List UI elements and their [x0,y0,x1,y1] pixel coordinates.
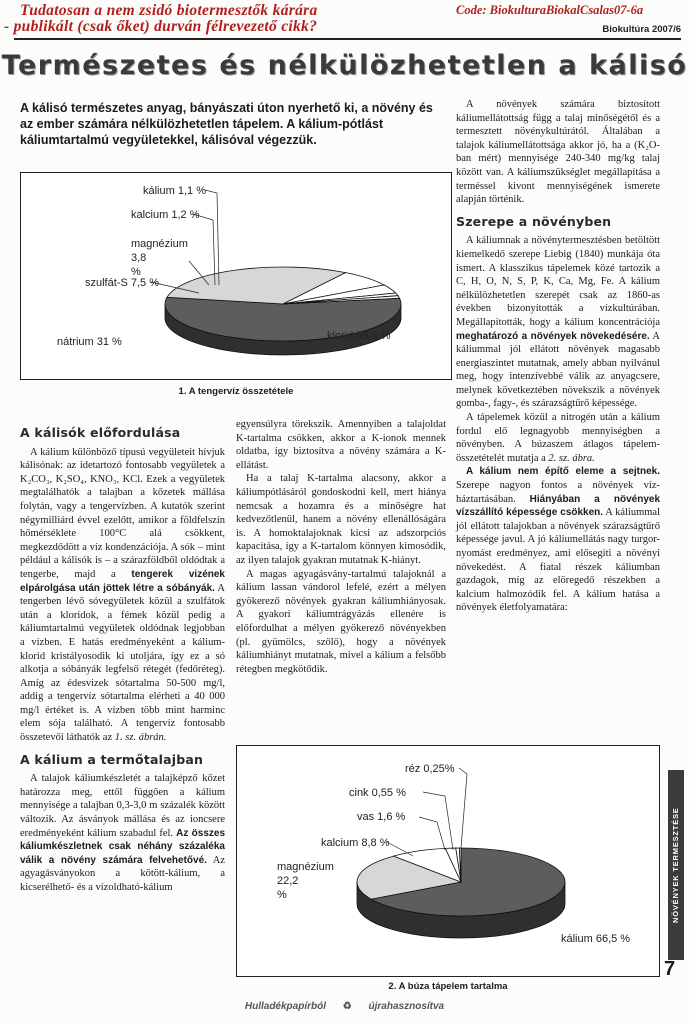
overlay-title-line2: - publikált (csak őket) durván félrevezető cikk? [4,18,318,35]
overlay-title-line1: Tudatosan a nem zsidó biotermesztők kárára [20,2,318,19]
paragraph-mid-3: A magas agyagásvány-tartalmú talajoknál a kálium lassan vándorol lefelé, ezért a mélyen gyökerező növények gyakran káliumhiányosak. A gyakori káliumtrágyázás ellenére is előfordulhat a mélyen gyökerező növényekben (pl. gyümölcs, szőlő), hogy a növények káliumhiányt mutatnak, mivel a kálium a felsőbb rétegben megkötődik. [236,568,446,675]
chart-wheat-svg [237,746,661,978]
paragraph-mid-1: egyensúlyra törekszik. Amennyiben a talajoldat K-tartalma csökken, akkor a K-ionok mennek oldatba, így biztosítva a növény számára a K-ellátást. [236,419,446,471]
issue-label: Biokultúra 2007/6 [602,24,681,35]
header-rule [14,38,681,40]
paragraph-left-2: A talajok káliumkészletét a talajképző kőzet határozza meg, ettől függően a kálium mennyisége a talajban 0,3-3,0 m százalék között változik. Az ásványok mállása és az ioncsere eredményeként kálium szabadul fel. Az összes káliumkészletnek csak néhány százaléka válik a növény számára felvehetővé. Az agyagásványokon a kötött-kálium, a kicserélhető- és a vízoldható-kálium [20,773,226,893]
paragraph-right-2: A káliumnak a növénytermesztésben betöltött kiemelkedő szerepe Liebig (1840) munkája óta ismert. A klasszikus tápelemek közé tartozik a C, H, O, N, S, P, K, Ca, Mg, Fe. A kálium nélkülözhetetlen szerepét csak az 1860-as években bizonyították a vízkultúrában. Megállapították, hogy a kálium koncentrációja meghatározó a növények növekedésére. A káliummal jól ellátott növények magasabb energiaszintet mutatnak, amely abban nyilvánul meg, hogy intenzívebbé válik az anyagcsere, melynek következtében növekszik a növények gomba-, fagy-, és szárazságtűrő képessége. [456,235,661,410]
article-lead: A kálisó természetes anyag, bányászati úton nyerhető ki, a növény és az ember számára nélkülözhetetlen tápelem. A kálium-pótlást káliumtartalmú vegyületekkel, kálisóval végezzük. [20,101,433,147]
pie-leader-5 [459,768,467,848]
pie-label-0: klorid 55,4 % [327,330,391,342]
chart-wheat-caption: 2. A búza tápelem tartalma [388,981,508,992]
pie-leader-5 [205,190,219,285]
paragraph-left-1: A kálium különböző típusú vegyületeit hívjuk kálisónak: az idetartozó fontosabb vegyületek a K₂CO₃, K₂SO₄, KNO₃, KCl. Ezek a vegyületek megtalálhatók a talajban a kőzetek mállása folytán, vagy a tengervízben. A kutatók szerint négymilliárd évvel ezelőtt, amikor a földfelszín hőmérséklete 100°C alá csökkent, megkezdődött a víz kondenzációja. A sók – mint például a kálisók is – a szárazföldből oldódtak a tengerbe, majd a tengerek vizének elpárolgása után jöttek létre a sóbányák. A tengerben lévő sóvegyületek közül a szulfátok után a kloridok, a fémek közül pedig a káliumtartalmú vegyületek oldódnak legjobban a vízben. E hatás eredményeként a kálium-klorid kristályosodik ki utoljára, így ez a só alkotja a sóbányák legfelső rétegét (fedőréteg). Amíg az édesvizek sótartalma 50-500 mg/l, addig a tengervíz sótartalma elérheti a 40 000 mg/l értéket is. A vízben több mint harminc elem sója található. A tengervíz fontosabb összetevői láthatók az 1. sz. ábrán. [20,446,225,744]
heading-role-in-plant: Szerepe a növényben [456,213,612,229]
column-right [456,98,660,615]
pie-label-3: vas 1,6 % [357,811,406,823]
footer [0,1001,689,1012]
section-label: NÖVÉNYEK TERMESZTÉSE [671,807,680,923]
paragraph-right-4: A kálium nem építő eleme a sejtnek. Szerepe nagyon fontos a növények víz-háztartásában. Hiányában a növények vízszállító képessége csökken. A káliummal jól ellátott talajokban a növények szárazságtűrő képessége javul. A jó káliumellátás nagy turgor-nyomást eredményez, ami elősegíti a növényi növekedést. A fiatal részek káliumban gazdagok, míg az elöregedő részekben a kalcium halmozódik fel. A kálium hatása a növények életfolyamatára: [456,466,660,614]
pie-label-3: magnézium [131,238,188,250]
chart-seawater [20,172,452,380]
footer-left: Hulladékpapírból [244,1001,326,1012]
pie-label-1: 22,2 [277,875,299,887]
pie-label-5: réz 0,25% [405,763,455,775]
overlay-code: Code: BiokulturaBiokalCsalas07-6a [456,3,644,17]
column-middle [236,418,446,676]
paragraph-right-1: A növények számára biztosított káliumellátottság függ a talaj minőségétől és a termesztett növénykultúrától. Általában a talajok káliumellátottsága akkor jó, ha a (K₂O-ban mért) mennyisége 240-340 mg/kg talaj között van. A káliumszükséglet megállapítása a terméssel kivont mennyiségének ismerete alapján történik. [456,99,660,206]
pie-leader-3 [419,817,445,850]
paragraph-right-3: A tápelemek közül a nitrogén után a kálium fordul elő legnagyobb mennyiségben a növényben. A búzaszem átlagos tápelem-összetételét mutatja a 2. sz. ábra. [456,412,660,464]
article-title: Természetes és nélkülözhetetlen a kálisó [1,50,688,81]
page-number: 7 [664,958,676,980]
pie-leader-4 [423,792,453,850]
pie-label-5: kálium 1,1 % [143,185,206,197]
footer-right: újrahasznosítva [368,1001,445,1012]
chart-wheat [236,745,660,977]
pie-label-3: 3,8 [131,252,147,264]
column-left [20,418,225,895]
pie-label-1: % [277,889,287,901]
paragraph-mid-2: Ha a talaj K-tartalma alacsony, akkor a káliumpótlásáról gondoskodni kell, mert hiánya nemcsak a hozamra és a minőségre hat kedvezőtlenül, hanem a növény ellenállóságára is. A homoktalajoknak kicsi az adszorpciós kapacitása, így a K-tartalom könnyen kimosódik, az ilyen talajok gyakran mutatnak K-hiányt. [236,473,446,566]
recycle-icon: ♻ [342,1001,352,1012]
heading-soil-potassium: A kálium a termőtalajban [20,751,204,767]
pie-label-2: kalcium 8,8 % [321,837,390,849]
heading-kaliso-occurrence: A kálisók előfordulása [20,425,181,440]
pie-leader-2 [387,842,413,856]
pie-label-3: % [131,266,141,278]
pie-label-1: nátrium 31 % [57,336,122,348]
chart-seawater-caption: 1. A tengervíz összetétele [178,386,294,397]
pie-label-4: cink 0,55 % [349,787,406,799]
pie-label-0: kálium 66,5 % [561,933,631,945]
pie-label-4: kalcium 1,2 % [131,209,200,221]
pie-label-2: szulfát-S 7,5 % [85,277,159,289]
chart-seawater-svg [21,173,453,381]
pie-label-1: magnézium [277,861,334,873]
